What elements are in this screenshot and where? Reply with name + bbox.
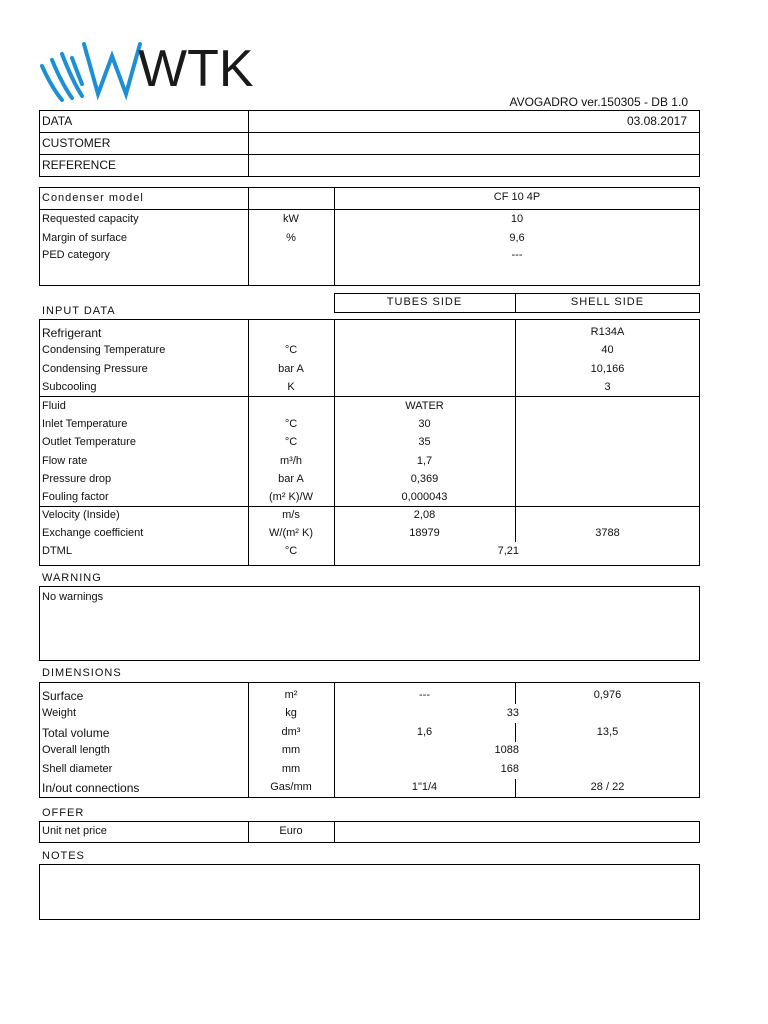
unit-price-label: Unit net price <box>42 825 107 837</box>
row-unit: bar A <box>278 473 304 485</box>
row-unit: °C <box>284 344 298 356</box>
dimensions-title: DIMENSIONS <box>42 667 122 679</box>
row-unit: °C <box>284 545 298 557</box>
notes-box <box>39 864 700 920</box>
row-unit: bar A <box>278 363 304 375</box>
row-unit: °C <box>284 418 298 430</box>
row-shell-value: 3 <box>604 381 611 393</box>
row-tubes-value: 0,000043 <box>401 491 448 503</box>
row-shell-value: 0,976 <box>593 689 622 701</box>
row-shell-value: R134A <box>590 326 625 338</box>
row-label: Subcooling <box>42 381 97 393</box>
wtk-logo <box>40 38 254 107</box>
row-merged-value: 7,21 <box>497 545 519 557</box>
row-label: Total volume <box>42 726 110 740</box>
row-tubes-value: 30 <box>418 418 431 430</box>
row-tubes-value: 1"1/4 <box>411 781 438 793</box>
row-label: Outlet Temperature <box>42 436 136 448</box>
row-merged-value: 33 <box>506 707 519 719</box>
row-label: Pressure drop <box>42 473 112 485</box>
row-unit: K <box>287 381 295 393</box>
row-tubes-value: WATER <box>405 400 444 412</box>
row-label: Exchange coefficient <box>42 527 144 539</box>
ped-label: PED category <box>42 249 110 261</box>
row-label: Fluid <box>42 400 66 412</box>
row-unit: Gas/mm <box>270 781 312 793</box>
data-label: DATA <box>42 114 73 128</box>
row-unit: mm <box>281 744 301 756</box>
unit-price-currency: Euro <box>279 825 303 837</box>
row-unit: m³/h <box>280 455 302 467</box>
warning-text: No warnings <box>42 591 104 603</box>
row-unit: kg <box>285 707 297 719</box>
row-label: Surface <box>42 689 84 703</box>
row-unit: mm <box>281 763 301 775</box>
row-shell-value: 28 / 22 <box>590 781 625 793</box>
row-unit: m/s <box>282 509 300 521</box>
condenser-model-value: CF 10 4P <box>493 191 541 203</box>
row-shell-value: 13,5 <box>596 726 619 738</box>
row-label: Condensing Pressure <box>42 363 148 375</box>
header-table <box>39 110 700 177</box>
row-label: Overall length <box>42 744 110 756</box>
margin-unit: % <box>286 232 296 244</box>
row-label: Flow rate <box>42 455 88 467</box>
margin-value: 9,6 <box>509 232 525 244</box>
row-label: Shell diameter <box>42 763 113 775</box>
warning-title: WARNING <box>42 572 102 584</box>
capacity-label: Requested capacity <box>42 213 139 225</box>
row-tubes-value: --- <box>419 689 430 701</box>
customer-label: CUSTOMER <box>42 136 111 150</box>
row-tubes-value: 35 <box>418 436 431 448</box>
notes-title: NOTES <box>42 850 85 862</box>
capacity-unit: kW <box>283 213 299 225</box>
row-label: DTML <box>42 545 72 557</box>
brand-name: WTK <box>138 40 254 98</box>
row-label: Inlet Temperature <box>42 418 128 430</box>
row-merged-value: 168 <box>500 763 519 775</box>
row-tubes-value: 1,7 <box>416 455 433 467</box>
row-label: Fouling factor <box>42 491 109 503</box>
row-label: Velocity (Inside) <box>42 509 120 521</box>
row-label: Condensing Temperature <box>42 344 166 356</box>
capacity-value: 10 <box>510 213 524 225</box>
row-shell-value: 40 <box>601 344 614 356</box>
row-unit: W/(m² K) <box>269 527 313 539</box>
reference-label: REFERENCE <box>42 158 117 172</box>
data-value: 03.08.2017 <box>626 114 687 128</box>
row-unit: (m² K)/W <box>269 491 313 503</box>
condenser-model-label: Condenser model <box>42 192 144 204</box>
row-unit: °C <box>284 436 298 448</box>
row-tubes-value: 1,6 <box>416 726 433 738</box>
row-tubes-value: 2,08 <box>413 509 436 521</box>
row-merged-value: 1088 <box>494 744 519 756</box>
row-shell-value: 3788 <box>595 527 620 539</box>
row-label: Weight <box>42 707 77 719</box>
offer-table <box>39 821 700 843</box>
row-unit: m² <box>284 689 298 701</box>
warning-box <box>39 586 700 661</box>
row-label: In/out connections <box>42 781 140 795</box>
shell-side-header: SHELL SIDE <box>570 296 645 308</box>
margin-label: Margin of surface <box>42 232 127 244</box>
ped-value: --- <box>511 249 523 261</box>
row-unit: dm³ <box>281 726 301 738</box>
row-shell-value: 10,166 <box>590 363 625 375</box>
tubes-side-header: TUBES SIDE <box>386 296 463 308</box>
input-data-title: INPUT DATA <box>42 305 116 317</box>
offer-title: OFFER <box>42 807 85 819</box>
row-tubes-value: 0,369 <box>410 473 439 485</box>
version-label: AVOGADRO ver.150305 - DB 1.0 <box>509 95 688 109</box>
row-label: Refrigerant <box>42 326 102 340</box>
row-tubes-value: 18979 <box>409 527 440 539</box>
